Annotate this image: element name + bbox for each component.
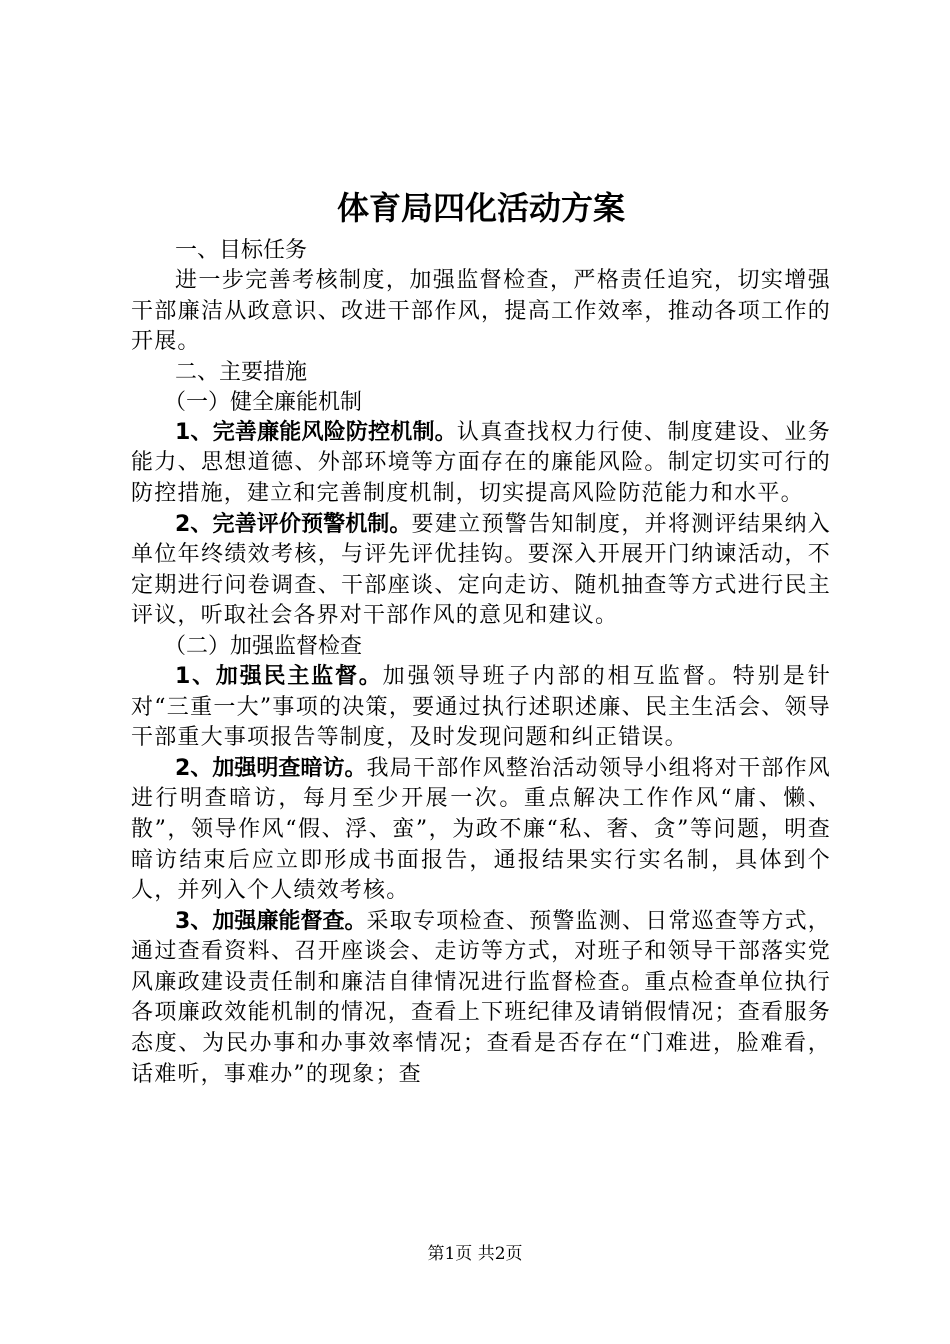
text-efficiency-check: 采取专项检查、预警监测、日常巡查等方式，通过查看资料、召开座谈会、走访等方式，对班子和领导干部落实党风廉政建设责任制和廉洁自律情况进行监督检查。重点检查单位执行各项廉政效能机制的情况，查看上下班纪律及请销假情况；查看服务态度、为民办事和办事效率情况；查看是否存在“门难进，脸难看，话难听，事难办”的现象；查 [131, 908, 831, 1087]
text-democratic-supervision: 加强领导班子内部的相互监督。特别是针对“三重一大”事项的决策，要通过执行述职述廉、民主生活会、领导干部重大事项报告等制度，及时发现问题和纠正错误。 [131, 663, 831, 751]
page-footer: 第1页 共2页 [427, 1244, 523, 1264]
section-heading-goals: 一、目标任务 [175, 238, 308, 263]
paragraph-goals: 进一步完善考核制度，加强监督检查，严格责任追究，切实增强干部廉洁从政意识、改进干部作风，提高工作效率，推动各项工作的开展。 [131, 268, 831, 355]
paragraph-democratic-supervision [131, 662, 831, 754]
text-inspection: 我局干部作风整治活动领导小组将对干部作风进行明查暗访，每月至少开展一次。重点解决工作作风“庸、懒、散”，领导作风“假、浮、蛮”，为政不廉“私、奢、贪”等问题，明查暗访结束后应立即形成书面报告，通报结果实行实名制，具体到个人，并列入个人绩效考核。 [131, 755, 831, 904]
lead-efficiency-check: 3、加强廉能督查。 [175, 908, 367, 934]
lead-risk-control: 1、完善廉能风险防控机制。 [175, 419, 457, 445]
paragraph-inspection [131, 754, 831, 907]
text-early-warning: 要建立预警告知制度，并将测评结果纳入单位年终绩效考核，与评先评优挂钩。要深入开展开门纳谏活动，不定期进行问卷调查、干部座谈、定向走访、随机抽查等方式进行民主评议，听取社会各界对干部作风的意见和建议。 [131, 511, 832, 629]
lead-democratic-supervision: 1、加强民主监督。 [175, 663, 383, 689]
text-risk-control: 认真查找权力行使、制度建设、业务能力、思想道德、外部环境等方面存在的廉能风险。制定切实可行的防控措施，建立和完善制度机制，切实提高风险防范能力和水平。 [131, 419, 831, 506]
document-body [131, 178, 831, 1090]
lead-early-warning: 2、完善评价预警机制。 [175, 511, 412, 537]
paragraph-risk-control [131, 418, 831, 510]
paragraph-early-warning [131, 510, 831, 632]
lead-inspection: 2、加强明查暗访。 [175, 755, 367, 781]
paragraph-efficiency-check [131, 907, 831, 1091]
subsection-heading-mechanism: （一）健全廉能机制 [164, 389, 363, 415]
subsection-heading-supervision: （二）加强监督检查 [164, 633, 363, 659]
section-heading-measures: 二、主要措施 [175, 359, 308, 385]
document-title: 体育局四化活动方案 [336, 189, 625, 227]
